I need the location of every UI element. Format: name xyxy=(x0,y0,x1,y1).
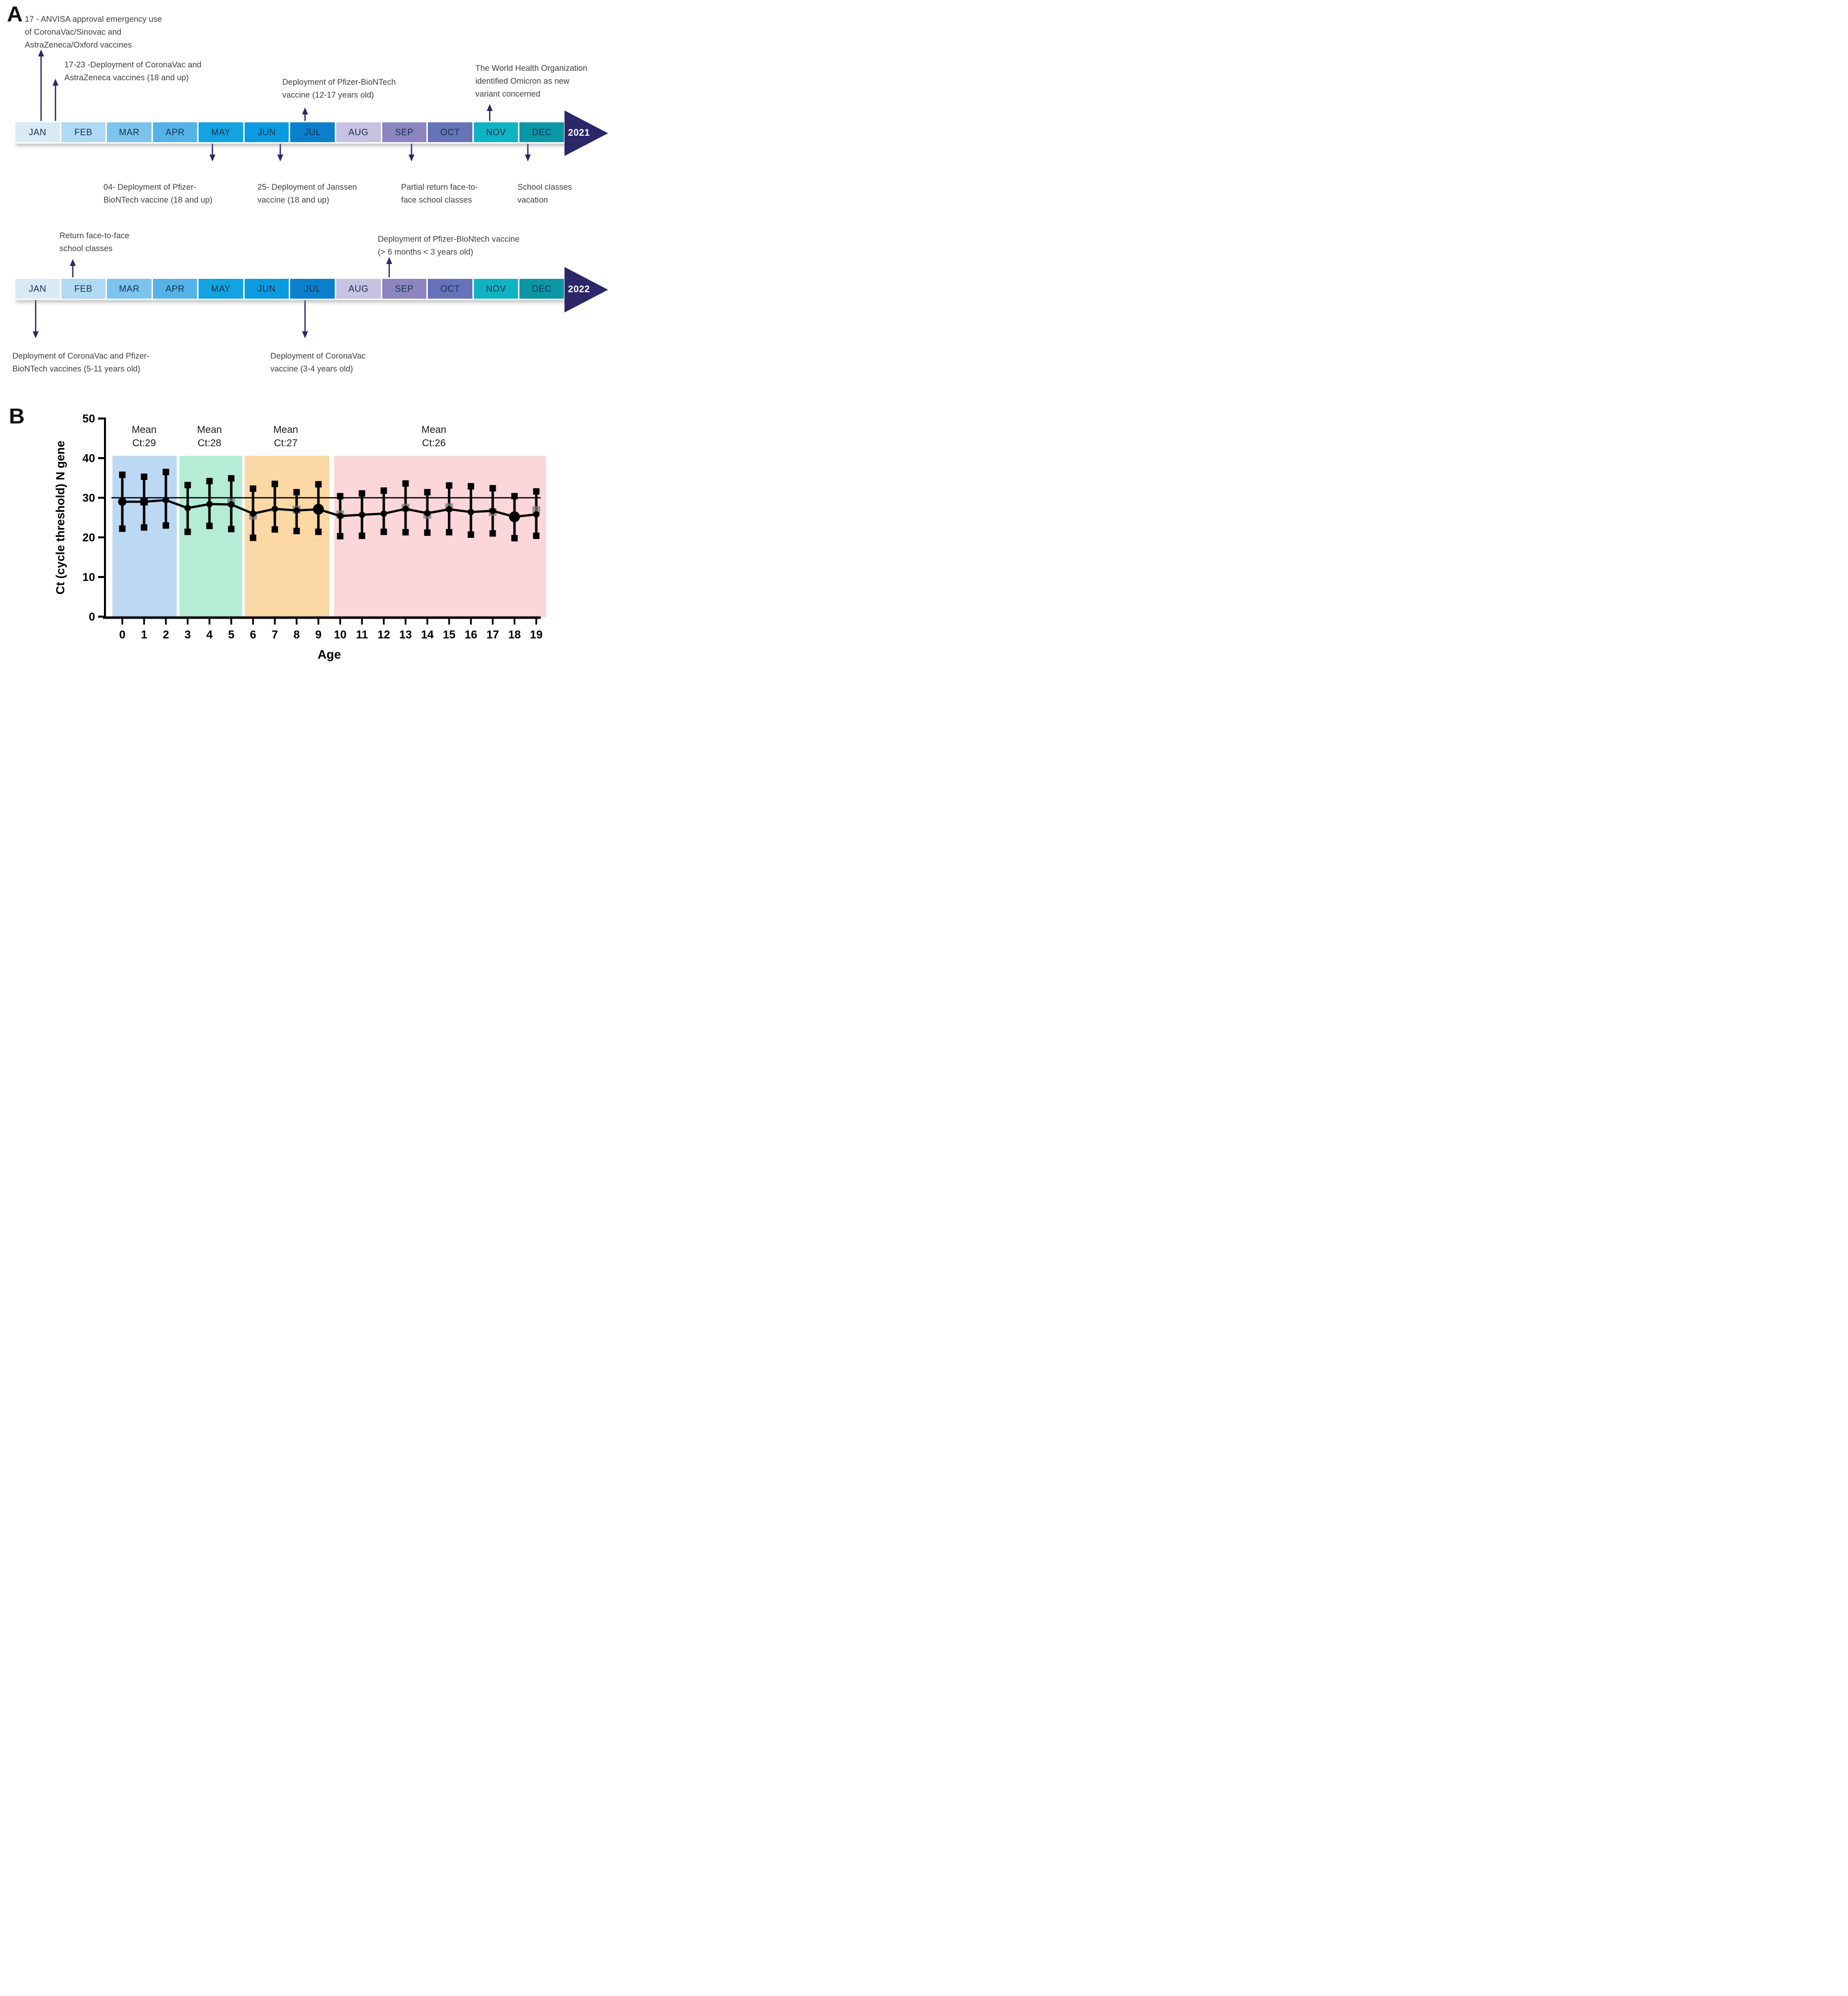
annotation-line: AstraZeneca/Oxford vaccines xyxy=(25,41,132,50)
annotation-line: Deployment of CoronaVac and Pfizer- xyxy=(12,352,150,361)
error-cap-bottom xyxy=(490,530,496,537)
region-mean-label: Ct:26 xyxy=(422,438,446,449)
error-cap-bottom xyxy=(381,528,387,535)
error-cap-bottom xyxy=(272,526,278,533)
x-tick-label: 7 xyxy=(271,628,278,641)
month-block-jul xyxy=(290,279,335,299)
arrow-down-icon xyxy=(33,331,39,338)
month-block-apr xyxy=(153,279,198,299)
mean-marker xyxy=(468,509,474,515)
annotation-t21a3 xyxy=(282,76,396,102)
month-block-feb xyxy=(61,122,106,142)
error-cap-bottom xyxy=(424,529,431,536)
month-label: AUG xyxy=(348,127,369,137)
error-cap-top xyxy=(228,475,235,481)
month-block-aug xyxy=(336,279,381,299)
month-block-oct xyxy=(428,279,472,299)
annotation-line: of CoronaVac/Sinovac and xyxy=(25,28,122,37)
error-cap-top xyxy=(141,473,148,480)
mean-marker xyxy=(163,497,169,503)
month-block-mar xyxy=(107,122,152,142)
error-cap-top xyxy=(512,493,518,499)
error-cap-top xyxy=(272,481,278,487)
annotation-t22a1 xyxy=(59,229,129,255)
error-cap-bottom xyxy=(141,525,148,531)
error-cap-top xyxy=(446,482,453,489)
annotation-line: 25- Deployment of Janssen xyxy=(257,183,357,192)
x-tick-label: 12 xyxy=(377,628,390,641)
error-cap-top xyxy=(337,493,344,499)
region-mean-label: Mean xyxy=(131,424,157,435)
x-tick-label: 13 xyxy=(399,628,412,641)
y-tick-label: 30 xyxy=(82,491,95,504)
x-tick-label: 0 xyxy=(119,628,126,641)
y-axis-title: Ct (cycle threshold) N gene xyxy=(54,440,67,595)
x-tick-label: 17 xyxy=(486,628,499,641)
annotation-t21b1 xyxy=(103,181,212,207)
month-label: JAN xyxy=(29,127,47,137)
error-cap-top xyxy=(359,490,365,497)
annotation-line: Deployment of Pfizer-BioNtech vaccine xyxy=(378,235,520,244)
mean-marker xyxy=(185,505,191,511)
month-label: SEP xyxy=(395,127,414,137)
annotation-line: Return face-to-face xyxy=(59,231,130,240)
month-block-mar xyxy=(107,279,152,299)
mean-marker xyxy=(533,511,540,518)
y-tick-label: 40 xyxy=(82,452,95,465)
annotation-t21b2 xyxy=(257,181,357,207)
mean-marker xyxy=(141,498,148,506)
y-tick-label: 10 xyxy=(82,571,95,583)
y-tick-label: 50 xyxy=(82,412,95,425)
month-block-nov xyxy=(474,122,518,142)
annotation-t22b1 xyxy=(12,350,150,375)
annotation-line: identified Omicron as new xyxy=(475,77,569,86)
error-cap-bottom xyxy=(446,529,453,535)
mean-marker xyxy=(381,511,387,517)
month-label: OCT xyxy=(440,127,460,137)
error-cap-top xyxy=(119,472,126,478)
month-block-dec xyxy=(519,122,564,142)
month-block-jan xyxy=(15,279,60,299)
month-label: MAY xyxy=(211,283,231,294)
month-label: AUG xyxy=(348,283,369,294)
error-cap-bottom xyxy=(228,526,235,532)
error-cap-bottom xyxy=(512,535,518,541)
mean-marker xyxy=(313,504,324,515)
annotation-t22b2 xyxy=(270,350,365,375)
month-label: DEC xyxy=(532,283,552,294)
arrow-up-icon xyxy=(487,104,493,111)
x-tick-label: 16 xyxy=(464,628,477,641)
month-block-oct xyxy=(428,122,472,142)
mean-marker xyxy=(272,506,278,512)
annotation-t21b4 xyxy=(517,181,572,207)
error-cap-bottom xyxy=(359,532,365,539)
annotation-line: The World Health Organization xyxy=(475,64,588,73)
arrow-down-icon xyxy=(209,155,215,161)
region-mean-label: Mean xyxy=(197,424,222,435)
x-tick-label: 3 xyxy=(184,628,191,641)
timeline_2021-bar xyxy=(14,121,565,144)
month-label: APR xyxy=(165,127,185,137)
month-block-apr xyxy=(153,122,198,142)
month-block-dec xyxy=(519,279,564,299)
x-tick-label: 14 xyxy=(421,628,434,641)
annotation-line: (> 6 months < 3 years old) xyxy=(378,248,473,257)
error-cap-top xyxy=(403,480,409,487)
month-label: JUN xyxy=(257,283,276,294)
panel-b-label: B xyxy=(9,404,25,428)
mean-marker xyxy=(206,501,213,507)
x-tick-label: 6 xyxy=(250,628,257,641)
error-cap-top xyxy=(163,469,169,475)
month-block-aug xyxy=(336,122,381,142)
mean-marker xyxy=(294,507,300,514)
x-tick-label: 11 xyxy=(356,628,368,641)
annotation-line: school classes xyxy=(59,244,113,253)
annotation-line: Deployment of CoronaVac xyxy=(270,352,366,361)
x-tick-label: 15 xyxy=(443,628,456,641)
month-label: MAR xyxy=(119,283,140,294)
arrow-up-icon xyxy=(302,107,308,114)
month-label: DEC xyxy=(532,127,552,137)
month-block-jul xyxy=(290,122,335,142)
annotation-t21a1 xyxy=(25,13,162,52)
month-block-feb xyxy=(61,279,106,299)
month-label: MAR xyxy=(119,127,140,137)
month-block-nov xyxy=(474,279,518,299)
y-tick-label: 20 xyxy=(82,531,95,544)
mean-marker xyxy=(509,511,520,522)
error-cap-bottom xyxy=(185,528,191,535)
region-mean-label: Mean xyxy=(421,424,447,435)
year-label-2022: 2022 xyxy=(568,284,590,295)
x-tick-label: 5 xyxy=(228,628,235,641)
error-cap-bottom xyxy=(119,525,126,532)
error-cap-bottom xyxy=(250,534,257,541)
mean-marker xyxy=(403,506,409,512)
annotation-line: face school classes xyxy=(401,196,472,205)
month-block-jan xyxy=(15,122,60,142)
mean-marker xyxy=(359,512,365,518)
error-cap-bottom xyxy=(206,523,213,529)
error-cap-top xyxy=(490,485,496,491)
annotation-t22a2 xyxy=(378,233,519,259)
error-cap-top xyxy=(206,478,213,484)
month-block-jun xyxy=(245,122,289,142)
error-cap-bottom xyxy=(294,528,300,534)
annotation-line: vacation xyxy=(517,196,548,205)
mean-marker xyxy=(446,506,453,513)
error-cap-top xyxy=(424,489,431,495)
chart-region-6-9 xyxy=(245,456,329,618)
error-cap-bottom xyxy=(468,531,474,538)
arrow-up-icon xyxy=(52,79,58,86)
region-mean-label: Ct:29 xyxy=(132,438,156,449)
annotation-line: 04- Deployment of Pfizer- xyxy=(103,183,197,192)
annotation-line: vaccine (3-4 years old) xyxy=(270,365,353,373)
month-label: JUL xyxy=(304,127,321,137)
annotation-line: School classes xyxy=(517,183,572,192)
annotation-line: Deployment of Pfizer-BioNTech xyxy=(282,78,396,87)
error-cap-top xyxy=(294,489,300,495)
region-mean-label: Ct:28 xyxy=(198,438,221,449)
annotation-line: BioNTech vaccines (5-11 years old) xyxy=(12,365,141,373)
month-label: OCT xyxy=(440,283,460,294)
annotation-line: Partial return face-to- xyxy=(401,183,478,192)
annotation-t21b3 xyxy=(401,181,478,207)
arrow-down-icon xyxy=(409,155,414,161)
timeline_2022-bar xyxy=(14,277,565,300)
mean-marker xyxy=(228,501,235,508)
error-cap-bottom xyxy=(533,532,540,539)
month-label: NOV xyxy=(486,127,506,137)
error-cap-bottom xyxy=(403,529,409,535)
annotation-line: BioNTech vaccine (18 and up) xyxy=(103,196,213,205)
ct-by-age-chart xyxy=(50,411,555,665)
x-tick-label: 8 xyxy=(293,628,300,641)
month-label: NOV xyxy=(486,283,506,294)
month-block-sep xyxy=(382,122,427,142)
annotation-line: AstraZeneca vaccines (18 and up) xyxy=(64,73,189,82)
error-cap-top xyxy=(381,487,387,494)
month-label: FEB xyxy=(74,127,93,137)
error-cap-bottom xyxy=(163,523,169,529)
month-label: FEB xyxy=(74,283,93,294)
error-cap-top xyxy=(185,482,191,488)
month-label: JUL xyxy=(304,283,321,294)
region-mean-label: Ct:27 xyxy=(274,438,298,449)
x-tick-label: 18 xyxy=(508,628,521,641)
error-cap-top xyxy=(533,488,540,495)
x-tick-label: 1 xyxy=(141,628,148,641)
mean-marker xyxy=(490,508,496,514)
error-cap-bottom xyxy=(337,533,344,539)
month-label: APR xyxy=(165,283,185,294)
annotation-t21a2 xyxy=(64,58,202,84)
mean-marker xyxy=(250,511,257,517)
month-block-sep xyxy=(382,279,427,299)
month-block-jun xyxy=(245,279,289,299)
arrow-down-icon xyxy=(525,155,531,161)
annotation-line: variant concerned xyxy=(475,90,541,99)
x-tick-label: 9 xyxy=(315,628,322,641)
month-label: SEP xyxy=(395,283,414,294)
annotation-line: 17-23 -Deployment of CoronaVac and xyxy=(64,60,202,69)
error-cap-top xyxy=(315,481,322,487)
x-tick-label: 19 xyxy=(530,628,543,641)
mean-marker xyxy=(118,498,127,506)
month-label: JUN xyxy=(257,127,276,137)
month-block-may xyxy=(199,279,243,299)
x-tick-label: 4 xyxy=(206,628,213,641)
month-label: JAN xyxy=(29,283,47,294)
error-cap-top xyxy=(250,485,257,492)
mean-marker xyxy=(337,513,344,519)
annotation-line: 17 - ANVISA approval emergency use xyxy=(25,15,162,24)
arrow-down-icon xyxy=(277,155,283,161)
arrow-up-icon xyxy=(70,259,76,266)
annotation-t21a4 xyxy=(475,62,587,101)
figure-page xyxy=(0,0,616,665)
year-label-2021: 2021 xyxy=(568,128,590,138)
y-tick-label: 0 xyxy=(89,610,95,623)
panel-a-label: A xyxy=(7,2,23,26)
x-tick-label: 2 xyxy=(162,628,169,641)
month-block-may xyxy=(199,122,243,142)
annotation-line: vaccine (18 and up) xyxy=(257,196,329,205)
arrow-down-icon xyxy=(302,331,308,338)
error-cap-bottom xyxy=(315,528,322,535)
error-cap-top xyxy=(468,483,474,489)
annotation-line: vaccine (12-17 years old) xyxy=(282,91,374,100)
x-tick-label: 10 xyxy=(334,628,347,641)
x-axis-title: Age xyxy=(317,648,341,662)
mean-marker xyxy=(424,510,431,517)
region-mean-label: Mean xyxy=(273,424,299,435)
month-label: MAY xyxy=(211,127,231,137)
